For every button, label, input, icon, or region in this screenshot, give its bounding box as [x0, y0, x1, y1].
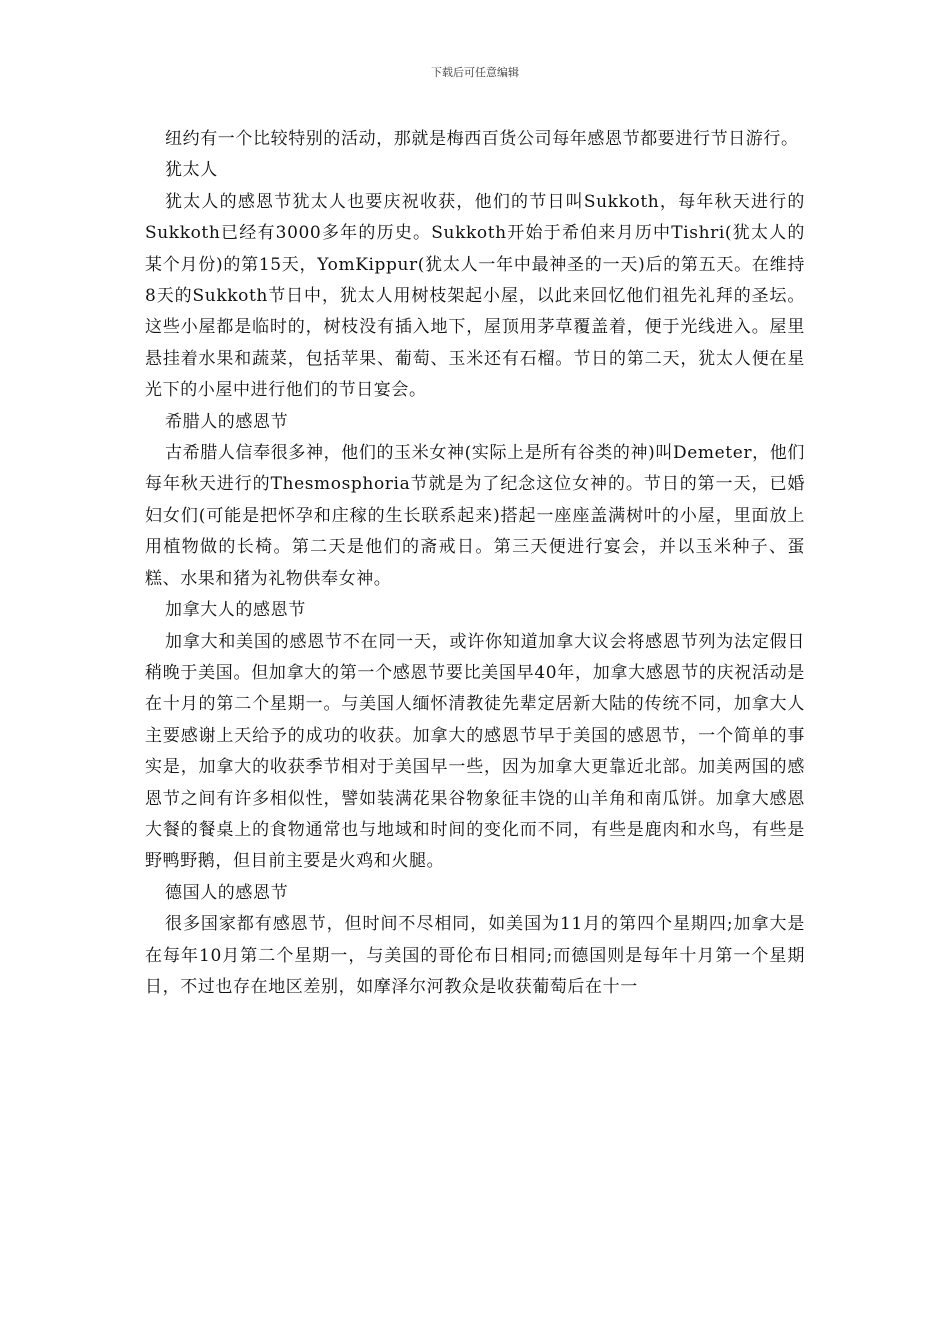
paragraph-macys-parade: 纽约有一个比较特别的活动，那就是梅西百货公司每年感恩节都要进行节日游行。 [165, 129, 799, 149]
section-heading-german: 德国人的感恩节 [165, 882, 289, 903]
document-body [145, 124, 805, 1003]
section-heading-greek: 希腊人的感恩节 [165, 411, 289, 432]
paragraph-sukkoth: 犹太人的感恩节犹太人也要庆祝收获，他们的节日叫Sukkoth，每年秋天进行的Sukkoth已经有3000多年的历史。Sukkoth开始于希伯来月历中Tishri(犹太人的某个月份)的第15天，YomKippur(犹太人一年中最神圣的一天)后的第五天。在维持8天的Sukkoth节日中，犹太人用树枝架起小屋，以此来回忆他们祖先礼拜的圣坛。这些小屋都是临时的，树枝没有插入地下，屋顶用茅草覆盖着，便于光线进入。屋里悬挂着水果和蔬菜，包括苹果、葡萄、玉米还有石榴。节日的第二天，犹太人便在星光下的小屋中进行他们的节日宴会。 [145, 191, 805, 401]
paragraph-german-thanksgiving: 很多国家都有感恩节，但时间不尽相同，如美国为11月的第四个星期四;加拿大是在每年10月第二个星期一，与美国的哥伦布日相同;而德国则是每年十月第一个星期日，不过也存在地区差别，如摩泽尔河教众是收获葡萄后在十一 [145, 914, 805, 997]
section-heading-canadian: 加拿大人的感恩节 [165, 600, 306, 621]
page-header: 下载后可任意编辑 [431, 66, 519, 79]
section-heading-jewish: 犹太人 [165, 160, 218, 181]
paragraph-thesmophoria: 古希腊人信奉很多神，他们的玉米女神(实际上是所有谷类的神)叫Demeter，他们每年秋天进行的Thesmosphoria节就是为了纪念这位女神的。节日的第一天，已婚妇女们(可能是把怀孕和庄稼的生长联系起来)搭起一座座盖满树叶的小屋，里面放上用植物做的长椅。第二天是他们的斋戒日。第三天便进行宴会，并以玉米种子、蛋糕、水果和猪为礼物供奉女神。 [145, 443, 805, 589]
paragraph-canadian-thanksgiving: 加拿大和美国的感恩节不在同一天，或许你知道加拿大议会将感恩节列为法定假日稍晚于美国。但加拿大的第一个感恩节要比美国早40年，加拿大感恩节的庆祝活动是在十月的第二个星期一。与美国人缅怀清教徒先辈定居新大陆的传统不同，加拿大人主要感谢上天给予的成功的收获。加拿大的感恩节早于美国的感恩节，一个简单的事实是，加拿大的收获季节相对于美国早一些，因为加拿大更靠近北部。加美两国的感恩节之间有许多相似性，譬如装满花果谷物象征丰饶的山羊角和南瓜饼。加拿大感恩大餐的餐桌上的食物通常也与地域和时间的变化而不同，有些是鹿肉和水鸟，有些是野鸭野鹅，但目前主要是火鸡和火腿。 [145, 631, 805, 872]
